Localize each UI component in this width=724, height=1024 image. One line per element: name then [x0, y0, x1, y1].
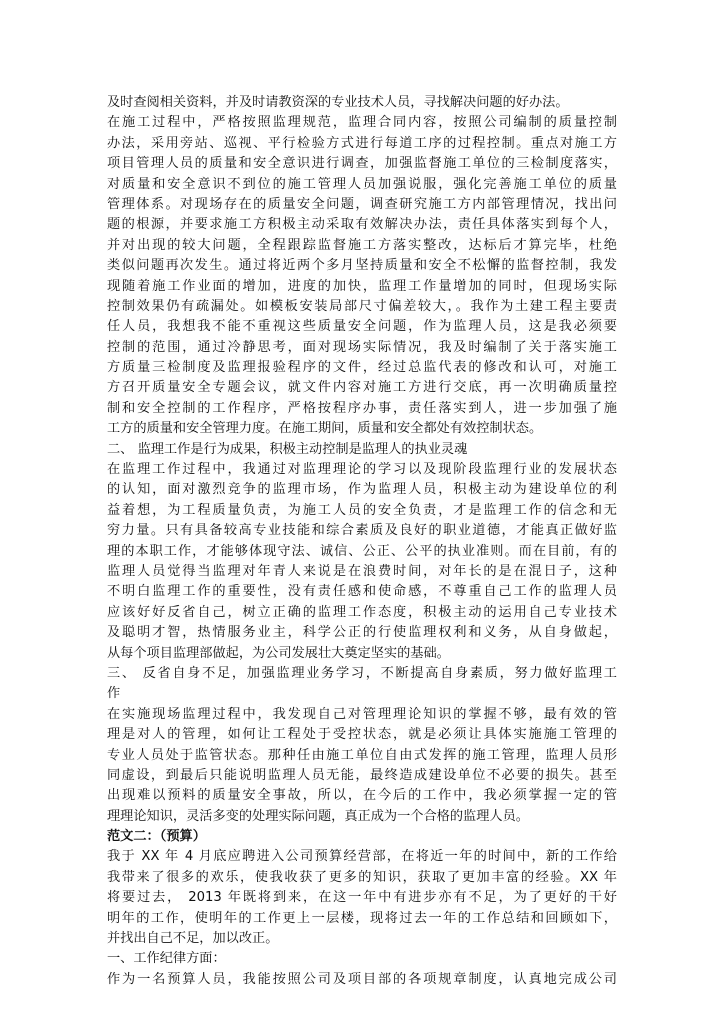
text-line: 穷力量。只有具备较高专业技能和综合素质及良好的职业道德，才能真正做好监	[107, 523, 617, 539]
text-line: 办法，采用旁站、巡视、平行检验方式进行每道工序的过程控制。重点对施工方	[107, 135, 617, 151]
text-line: 从每个项目监理部做起，为公司发展壮大奠定坚实的基础。	[107, 645, 450, 661]
text-line: 作为一名预算人员，我能按照公司及项目部的各项规章制度，认真地完成公司	[107, 971, 617, 987]
text-line: 方召开质量安全专题会议，就文件内容对施工方进行交底，再一次明确质量控	[107, 380, 617, 396]
text-line: 并找出自己不足，加以改正。	[107, 931, 279, 947]
text-line: 同虚设，到最后只能说明监理人员无能，最终造成建设单位不必要的损失。甚至	[107, 767, 617, 783]
section-heading: 范文二：（预算）	[107, 829, 206, 845]
text-line: 二、 监理工作是行为成果，积极主动控制是监理人的执业灵魂	[107, 441, 468, 457]
text-line: 制和安全控制的工作程序，严格按程序办事，责任落实到人，进一步加强了施	[107, 400, 617, 416]
text-line: 将要过去， 2013 年既将到来，在这一年中有进步亦有不足，为了更好的干好	[107, 890, 617, 906]
text-line: 的认知，面对激烈竞争的监理市场，作为监理人员，积极主动为建设单位的利	[107, 482, 617, 498]
text-line: 三、 反省自身不足，加强监理业务学习，不断提高自身素质，努力做好监理工	[107, 665, 617, 681]
text-line: 在监理工作过程中，我通过对监理理论的学习以及现阶段监理行业的发展状态	[107, 462, 617, 478]
text-line: 我带来了很多的欢乐，使我收获了更多的知识，获取了更加丰富的经验。XX 年	[107, 869, 617, 885]
text-line: 及时查阅相关资料，并及时请教资深的专业技术人员，寻找解决问题的好办法。	[107, 95, 569, 110]
text-line: 类似问题再次发生。通过将近两个多月坚持质量和安全不松懈的监督控制，我发	[107, 258, 617, 274]
text-line: 出现难以预料的质量安全事故，所以，在今后的工作中，我必须掌握一定的管	[107, 788, 617, 804]
text-line: 理理论知识，灵活多变的处理实际问题，真正成为一个合格的监理人员。	[107, 808, 529, 824]
document-page	[107, 93, 617, 990]
text-line: 监理人员觉得当监理对年青人来说是在浪费时间，对年长的是在混日子，这种	[107, 563, 617, 579]
text-line: 我于 XX 年 4 月底应聘进入公司预算经营部，在将近一年的时间中，新的工作给	[107, 849, 617, 865]
text-line: 对质量和安全意识不到位的施工管理人员加强说服，强化完善施工单位的质量	[107, 176, 617, 192]
text-line: 作	[107, 686, 121, 702]
text-line: 一、工作纪律方面：	[107, 951, 226, 967]
text-line: 及聪明才智，热情服务业主，科学公正的行使监理权利和义务，从自身做起，	[107, 625, 617, 641]
text-line: 在施工过程中，严格按照监理规范，监理合同内容，按照公司编制的质量控制	[107, 115, 617, 131]
text-line: 控制的范围，通过冷静思考，面对现场实际情况，我及时编制了关于落实施工	[107, 339, 617, 355]
text-line: 题的根源，并要求施工方积极主动采取有效解决办法，责任具体落实到每个人，	[107, 217, 617, 233]
text-line: 明年的工作，使明年的工作更上一层楼，现将过去一年的工作总结和回顾如下，	[107, 910, 617, 926]
text-line: 管理体系。对现场存在的质量安全问题，调查研究施工方内部管理情况，找出问	[107, 196, 617, 212]
text-line: 专业人员处于监管状态。那种任由施工单位自由式发挥的施工管理，监理人员形	[107, 747, 617, 763]
text-line: 益着想，为工程质量负责，为施工人员的安全负责，才是监理工作的信念和无	[107, 502, 617, 518]
text-line: 现随着施工作业面的增加，进度的加快，监理工作量增加的同时，但现场实际	[107, 278, 617, 294]
text-line: 理的本职工作，才能够体现守法、诚信、公正、公平的执业准则。而在目前，有的	[107, 543, 617, 559]
text-line: 在实施现场监理过程中，我发现自己对管理理论知识的掌握不够，最有效的管	[107, 706, 617, 722]
text-line: 不明白监理工作的重要性，没有责任感和使命感，不尊重自己工作的监理人员	[107, 584, 617, 600]
text-line: 项目管理人员的质量和安全意识进行调查，加强监督施工单位的三检制度落实，	[107, 156, 617, 172]
text-line: 方质量三检制度及监理报验程序的文件，经过总监代表的修改和认可，对施工	[107, 360, 617, 376]
text-line: 控制效果仍有疏漏处。如模板安装局部尺寸偏差较大，。我作为土建工程主要责	[107, 298, 617, 314]
text-line: 理是对人的管理，如何让工程处于受控状态，就是必须让具体实施施工管理的	[107, 727, 617, 743]
text-line: 任人员，我想我不能不重视这些质量安全问题，作为监理人员，这是我必须要	[107, 319, 617, 335]
text-line: 应该好好反省自己，树立正确的监理工作态度，积极主动的运用自己专业技术	[107, 604, 617, 620]
text-line: 并对出现的较大问题，全程跟踪监督施工方落实整改，达标后才算完毕，杜绝	[107, 237, 617, 253]
text-line: 工方的质量和安全管理力度。在施工期间，质量和安全都处有效控制状态。	[107, 421, 543, 437]
